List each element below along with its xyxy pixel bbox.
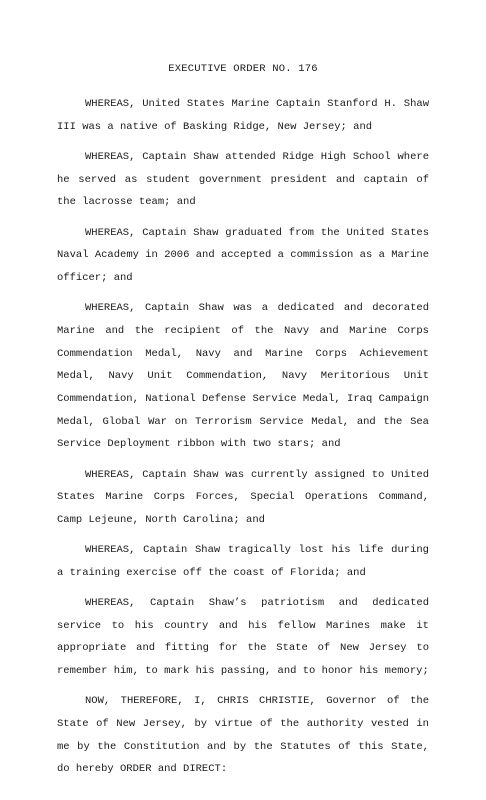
paragraph-native: WHEREAS, United States Marine Captain Stanford H. Shaw III was a native of Basking Ridge, New Jersey; and <box>57 98 429 133</box>
paragraph-assignment: WHEREAS, Captain Shaw was currently assigned to United States Marine Corps Forces, Special Operations Command, Camp Lejeune, North Carolina; and <box>57 468 429 526</box>
paragraph-training-exercise: WHEREAS, Captain Shaw tragically lost his life during a training exercise off the coast of Florida; and <box>57 544 429 579</box>
paragraph-naval-academy: WHEREAS, Captain Shaw graduated from the United States Naval Academy in 2006 and accepted a commission as a Marine officer; and <box>57 226 429 284</box>
paragraph-decorations: WHEREAS, Captain Shaw was a dedicated and decorated Marine and the recipient of the Navy and Marine Corps Commendation Medal, Navy and Marine Corps Achievement Medal, Navy Unit Commendation, Navy Meritorious Unit Commendation, National Defense Service Medal, Iraq Campaign Medal, Global War on Terrorism Service Medal, and the Sea Service Deployment ribbon with two stars; and <box>57 302 429 451</box>
document-body <box>57 93 429 789</box>
document-title: EXECUTIVE ORDER NO. 176 <box>168 63 318 75</box>
paragraph-patriotism: WHEREAS, Captain Shaw’s patriotism and dedicated service to his country and his fellow Marines make it appropriate and fitting for the State of New Jersey to remember him, to mark his passing, and to honor his memory; <box>57 597 429 678</box>
paragraph-order-directive: NOW, THEREFORE, I, CHRIS CHRISTIE, Governor of the State of New Jersey, by virtue of the authority vested in me by the Constitution and by the Statutes of this State, do hereby ORDER and DIRECT: <box>57 695 429 776</box>
paragraph-high-school: WHEREAS, Captain Shaw attended Ridge High School where he served as student government president and captain of the lacrosse team; and <box>57 150 429 209</box>
